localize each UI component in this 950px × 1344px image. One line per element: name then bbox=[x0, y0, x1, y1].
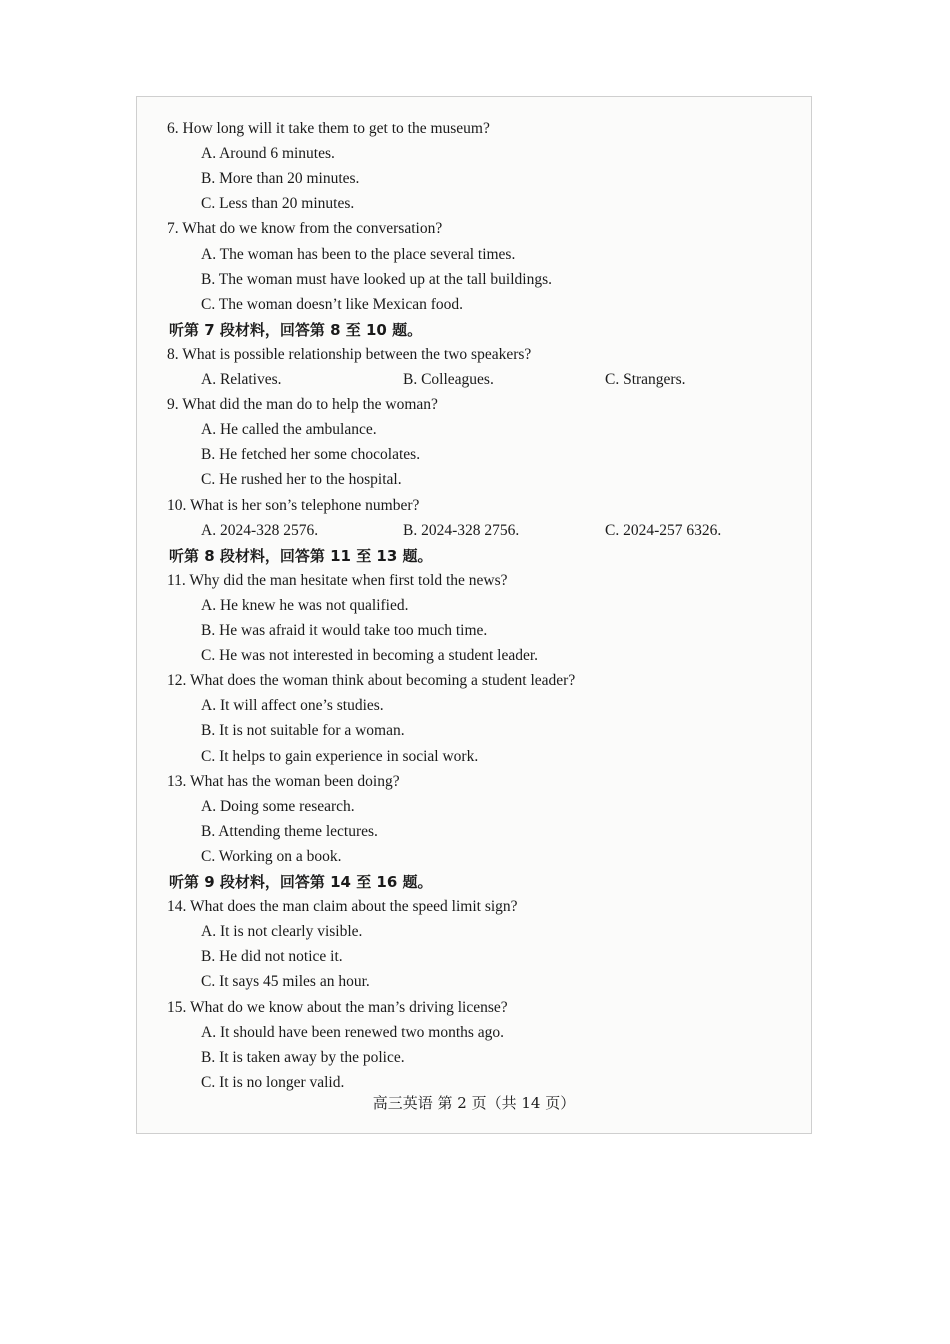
option-text: C. It is no longer valid. bbox=[201, 1073, 345, 1091]
option-text: A. It will affect one’s studies. bbox=[201, 697, 384, 715]
option-text: B. He fetched her some chocolates. bbox=[201, 446, 421, 464]
question-text: 8. What is possible relationship between the two speakers? bbox=[167, 345, 532, 363]
option-text: A. Around 6 minutes. bbox=[201, 145, 335, 163]
option-text: A. It should have been renewed two months ago. bbox=[201, 1023, 505, 1041]
option-text: C. It helps to gain experience in social work. bbox=[201, 747, 479, 765]
option-text: C. He rushed her to the hospital. bbox=[201, 471, 402, 489]
question-text: 10. What is her son’s telephone number? bbox=[167, 496, 420, 514]
option-text: A. Doing some research. bbox=[201, 797, 355, 815]
question-text: 11. Why did the man hesitate when first told the news? bbox=[167, 571, 508, 589]
option-c: C. 2024-257 6326. bbox=[605, 521, 722, 539]
option-text: C. Less than 20 minutes. bbox=[201, 195, 355, 213]
option-text: A. It is not clearly visible. bbox=[201, 923, 363, 941]
option-b: B. Colleagues. bbox=[403, 371, 494, 388]
scanned-page bbox=[136, 96, 812, 1134]
question-text: 7. What do we know from the conversation? bbox=[167, 220, 443, 238]
option-c: C. Strangers. bbox=[605, 371, 686, 388]
option-text: B. More than 20 minutes. bbox=[201, 170, 360, 188]
option-text: C. The woman doesn’t like Mexican food. bbox=[201, 295, 464, 313]
section-heading: 听第 7 段材料，回答第 8 至 10 题。 bbox=[169, 320, 423, 339]
question-text: 15. What do we know about the man’s driving license? bbox=[167, 998, 508, 1016]
question-text: 9. What did the man do to help the woman? bbox=[167, 396, 438, 414]
question-text: 6. How long will it take them to get to the museum? bbox=[167, 120, 490, 137]
option-text: B. He was afraid it would take too much time. bbox=[201, 622, 488, 639]
option-b: B. 2024-328 2756. bbox=[403, 521, 520, 539]
option-text: B. He did not notice it. bbox=[201, 948, 343, 966]
option-text: C. Working on a book. bbox=[201, 847, 342, 865]
option-text: C. It says 45 miles an hour. bbox=[201, 973, 370, 991]
option-text: B. It is taken away by the police. bbox=[201, 1048, 405, 1066]
page-footer: 高三英语 第 2 页（共 14 页） bbox=[372, 1094, 576, 1112]
section-heading: 听第 9 段材料，回答第 14 至 16 题。 bbox=[169, 873, 433, 891]
option-text: C. He was not interested in becoming a student leader. bbox=[201, 647, 539, 665]
question-text: 12. What does the woman think about becoming a student leader? bbox=[167, 672, 576, 690]
option-a: A. Relatives. bbox=[201, 371, 282, 388]
option-text: A. The woman has been to the place several times. bbox=[201, 245, 516, 263]
option-text: B. It is not suitable for a woman. bbox=[201, 722, 405, 740]
question-text: 14. What does the man claim about the speed limit sign? bbox=[167, 898, 518, 916]
section-heading: 听第 8 段材料，回答第 11 至 13 题。 bbox=[169, 546, 433, 565]
option-text: B. The woman must have looked up at the tall buildings. bbox=[201, 270, 552, 288]
question-text: 13. What has the woman been doing? bbox=[167, 772, 400, 790]
option-text: A. He knew he was not qualified. bbox=[201, 596, 409, 614]
option-a: A. 2024-328 2576. bbox=[201, 521, 319, 539]
option-text: B. Attending theme lectures. bbox=[201, 822, 378, 840]
option-text: A. He called the ambulance. bbox=[201, 421, 377, 439]
